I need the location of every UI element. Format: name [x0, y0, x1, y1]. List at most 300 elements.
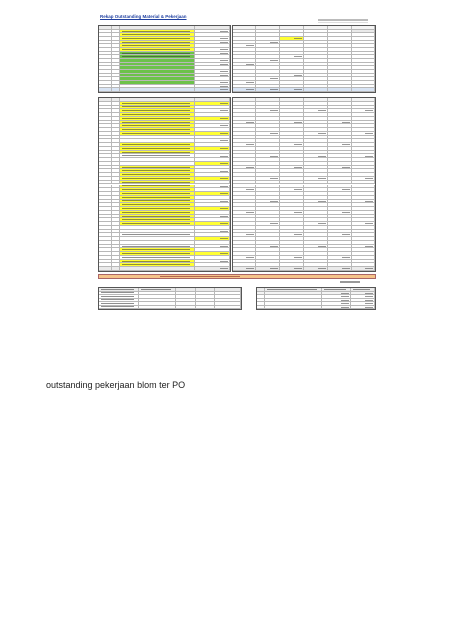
- cell-number-mark: [246, 211, 254, 214]
- tblD-cell: [328, 233, 352, 236]
- tblD-cell: [280, 177, 304, 180]
- tblD-cell: [256, 109, 280, 112]
- tblC-cell: [120, 173, 195, 176]
- tblC-cell: [120, 241, 195, 244]
- tblC-cell: [99, 248, 112, 251]
- cell-text-mark: [122, 53, 190, 54]
- tblC-cell: [120, 136, 195, 139]
- tblC-cell: [195, 230, 230, 233]
- tblF-cell: [257, 295, 265, 298]
- tblC-cell: [99, 169, 112, 172]
- tblA-cell: [99, 55, 112, 58]
- tblD-cell: [304, 151, 328, 154]
- tblB-cell: [233, 26, 256, 29]
- tblC-cell: [99, 185, 112, 188]
- tblA-cell: [195, 26, 230, 29]
- tblE-cell: [196, 306, 216, 309]
- tblC-cell: [195, 124, 230, 127]
- tblC-cell: [120, 196, 195, 199]
- tblD-cell: [233, 98, 256, 101]
- tblC-cell: [120, 128, 195, 131]
- cell-number-mark: [365, 245, 373, 248]
- tblD-cell: [280, 173, 304, 176]
- tblA-cell: [120, 30, 195, 33]
- tblD-cell: [304, 113, 328, 116]
- tblD-cell: [256, 113, 280, 116]
- tblD-cell: [280, 102, 304, 105]
- tblE-cell: [139, 302, 176, 305]
- tblC-cell: [99, 121, 112, 124]
- tblC-cell: [99, 136, 112, 139]
- tblD-cell: [280, 98, 304, 101]
- header-meta: [318, 19, 368, 21]
- tblC-cell: [195, 143, 230, 146]
- tblD-cell: [328, 121, 352, 124]
- cell-text-mark: [122, 170, 190, 171]
- tblD-cell: [352, 169, 375, 172]
- tblD-cell: [280, 192, 304, 195]
- tblB-cell: [256, 77, 280, 80]
- tblD-cell: [256, 132, 280, 135]
- cell-number-mark: [246, 121, 254, 124]
- tblB-cell: [280, 74, 304, 77]
- cell-number-mark: [365, 299, 373, 302]
- cell-text-mark: [122, 45, 190, 46]
- tblD-cell: [280, 117, 304, 120]
- tblD-cell: [328, 203, 352, 206]
- tblC-cell: [195, 166, 230, 169]
- tblB-cell: [352, 77, 375, 80]
- tblD-cell: [233, 124, 256, 127]
- tblC-cell: [99, 237, 112, 240]
- tblC-cell: [120, 177, 195, 180]
- tblA-cell: [112, 77, 120, 80]
- tblD-cell: [352, 263, 375, 266]
- cell-number-mark: [294, 143, 302, 146]
- tblD-cell: [352, 241, 375, 244]
- tblD-cell: [256, 230, 280, 233]
- tblD-cell: [280, 203, 304, 206]
- tblB-cell: [304, 48, 328, 51]
- tblC-cell: [120, 117, 195, 120]
- tblD-cell: [352, 245, 375, 248]
- tblC-cell: [120, 211, 195, 214]
- tblB-cell: [304, 88, 328, 91]
- tblD-cell: [328, 169, 352, 172]
- cell-number-mark: [220, 102, 228, 105]
- cell-text-mark: [267, 289, 317, 290]
- tblD-cell: [233, 192, 256, 195]
- tblC-cell: [195, 188, 230, 191]
- tblD-cell: [233, 132, 256, 135]
- tblB-cell: [304, 77, 328, 80]
- tblA-row: [99, 88, 230, 92]
- tblC-cell: [120, 147, 195, 150]
- tblB-cell: [352, 55, 375, 58]
- tblD-cell: [233, 263, 256, 266]
- tblD-cell: [304, 256, 328, 259]
- tblA-cell: [99, 26, 112, 29]
- tblB-cell: [233, 63, 256, 66]
- tblA-cell: [99, 37, 112, 40]
- tblB-cell: [304, 70, 328, 73]
- cell-number-mark: [220, 147, 228, 150]
- tblC-cell: [99, 222, 112, 225]
- tblA-cell: [112, 81, 120, 84]
- tblF-cell: [322, 295, 352, 298]
- cell-number-mark: [294, 211, 302, 214]
- tblD-cell: [328, 260, 352, 263]
- cell-number-mark: [270, 109, 278, 112]
- tblD-cell: [280, 109, 304, 112]
- tblB-cell: [304, 85, 328, 88]
- tblD-cell: [256, 241, 280, 244]
- tblD-cell: [304, 196, 328, 199]
- tblC-cell: [195, 237, 230, 240]
- tblD-cell: [328, 222, 352, 225]
- tblB-cell: [280, 59, 304, 62]
- tblC-cell: [112, 124, 120, 127]
- tblF-cell: [351, 306, 375, 309]
- cell-number-mark: [220, 230, 228, 233]
- cell-number-mark: [318, 267, 326, 270]
- cell-number-mark: [220, 59, 228, 62]
- tblC-cell: [120, 252, 195, 255]
- tblD-cell: [328, 248, 352, 251]
- tblC-cell: [112, 173, 120, 176]
- tblF-cell: [351, 302, 375, 305]
- cell-number-mark: [341, 299, 349, 302]
- tblD-cell: [233, 106, 256, 109]
- tblC-cell: [120, 143, 195, 146]
- cell-number-mark: [365, 295, 373, 298]
- cell-number-mark: [342, 143, 350, 146]
- tblB-cell: [328, 26, 352, 29]
- tblE-cell: [196, 292, 216, 295]
- tblB-cell: [328, 59, 352, 62]
- tblD-cell: [233, 252, 256, 255]
- tblA-cell: [99, 85, 112, 88]
- tblD-cell: [304, 124, 328, 127]
- tblE-cell: [176, 288, 196, 291]
- tblD-cell: [352, 215, 375, 218]
- tblC-cell: [99, 117, 112, 120]
- tblD-cell: [352, 151, 375, 154]
- tblD-cell: [280, 121, 304, 124]
- tblD-cell: [256, 143, 280, 146]
- cell-number-mark: [220, 215, 228, 218]
- tblA-cell: [99, 48, 112, 51]
- cell-text-mark: [122, 118, 190, 119]
- tblB-cell: [233, 52, 256, 55]
- tblD-cell: [233, 117, 256, 120]
- tblC-cell: [195, 267, 230, 270]
- cell-text-mark: [122, 200, 190, 201]
- tblB-cell: [233, 37, 256, 40]
- cell-number-mark: [246, 166, 254, 169]
- tblD-cell: [280, 136, 304, 139]
- tblD-cell: [352, 113, 375, 116]
- tblD-cell: [280, 226, 304, 229]
- cell-number-mark: [246, 188, 254, 191]
- tblD-cell: [233, 230, 256, 233]
- tblC-cell: [112, 260, 120, 263]
- tblD-cell: [352, 121, 375, 124]
- tblD-cell: [256, 173, 280, 176]
- tblC-cell: [99, 128, 112, 131]
- tblE-cell: [139, 299, 176, 302]
- tblD-cell: [233, 241, 256, 244]
- tblC-cell: [195, 181, 230, 184]
- cell-text-mark: [122, 193, 190, 194]
- tblC-cell: [195, 207, 230, 210]
- cell-text-mark: [122, 125, 190, 126]
- tblE-cell: [215, 302, 241, 305]
- tblD-cell: [233, 233, 256, 236]
- tblB-cell: [256, 63, 280, 66]
- tblD-cell: [304, 154, 328, 157]
- cell-number-mark: [365, 306, 373, 309]
- tblD-cell: [304, 185, 328, 188]
- tblD-cell: [328, 166, 352, 169]
- tblE-cell: [139, 306, 176, 309]
- tblE-cell: [215, 295, 241, 298]
- tblC-cell: [120, 169, 195, 172]
- tblC-cell: [112, 207, 120, 210]
- tblD-cell: [352, 188, 375, 191]
- tblB-cell: [256, 52, 280, 55]
- cell-text-mark: [122, 144, 190, 145]
- tblF-cell: [265, 295, 322, 298]
- tblD-cell: [256, 233, 280, 236]
- sheet-title: Rekap Outstanding Material & Pekerjaan: [100, 14, 187, 19]
- tblA-cell: [195, 88, 230, 91]
- cell-text-mark: [122, 178, 190, 179]
- tblC-cell: [195, 218, 230, 221]
- tblC-cell: [112, 196, 120, 199]
- tblB-cell: [280, 44, 304, 47]
- tblB-cell: [352, 66, 375, 69]
- tblD-cell: [280, 196, 304, 199]
- cell-number-mark: [294, 267, 302, 270]
- tblA-cell: [99, 52, 112, 55]
- cell-text-mark: [101, 299, 134, 300]
- cell-number-mark: [220, 124, 228, 127]
- cell-number-mark: [220, 52, 228, 55]
- tblC-cell: [112, 166, 120, 169]
- tblC-cell: [195, 177, 230, 180]
- tblA-cell: [120, 37, 195, 40]
- tblC-cell: [112, 136, 120, 139]
- tblC-cell: [120, 106, 195, 109]
- tblB-cell: [352, 37, 375, 40]
- tblD-cell: [233, 248, 256, 251]
- monthly-progress-table: [232, 25, 376, 93]
- tblD-cell: [256, 215, 280, 218]
- cell-number-mark: [220, 237, 228, 240]
- tblD-cell: [280, 106, 304, 109]
- tblD-cell: [352, 203, 375, 206]
- tblD-cell: [256, 162, 280, 165]
- tblD-cell: [233, 218, 256, 221]
- cell-text-mark: [122, 246, 190, 247]
- tblA-cell: [112, 85, 120, 88]
- cell-number-mark: [220, 70, 228, 73]
- tblA-cell: [120, 48, 195, 51]
- tblA-cell: [99, 33, 112, 36]
- tblC-cell: [195, 256, 230, 259]
- cell-number-mark: [270, 200, 278, 203]
- tblD-cell: [328, 230, 352, 233]
- cell-text-mark: [122, 103, 190, 104]
- cell-number-mark: [220, 85, 228, 88]
- tblD-cell: [304, 252, 328, 255]
- tblD-cell: [280, 200, 304, 203]
- tblD-cell: [304, 169, 328, 172]
- tblD-cell: [328, 207, 352, 210]
- tblE-cell: [99, 299, 139, 302]
- cell-number-mark: [318, 109, 326, 112]
- tblC-cell: [112, 233, 120, 236]
- cell-text-mark: [122, 122, 190, 123]
- tblD-cell: [256, 263, 280, 266]
- tblC-cell: [195, 98, 230, 101]
- tblC-cell: [112, 252, 120, 255]
- tblD-cell: [328, 263, 352, 266]
- tblB-cell: [352, 88, 375, 91]
- tblA-cell: [120, 74, 195, 77]
- cell-number-mark: [220, 185, 228, 188]
- tblA-cell: [112, 37, 120, 40]
- cell-text-mark: [101, 292, 134, 293]
- tblC-cell: [112, 147, 120, 150]
- tblC-cell: [99, 267, 112, 270]
- tblA-cell: [195, 81, 230, 84]
- tblB-cell: [304, 41, 328, 44]
- tblD-cell: [256, 211, 280, 214]
- tblD-cell: [328, 177, 352, 180]
- tblC-cell: [120, 132, 195, 135]
- tblD-cell: [304, 192, 328, 195]
- tblD-cell: [280, 252, 304, 255]
- cell-number-mark: [294, 37, 302, 40]
- tblA-cell: [112, 41, 120, 44]
- tblA-cell: [195, 41, 230, 44]
- tblC-cell: [99, 218, 112, 221]
- tblA-cell: [99, 63, 112, 66]
- tblB-cell: [233, 48, 256, 51]
- tblD-cell: [256, 121, 280, 124]
- tblF-cell: [257, 292, 265, 295]
- tblD-cell: [256, 151, 280, 154]
- tblD-cell: [352, 260, 375, 263]
- tblD-cell: [304, 98, 328, 101]
- tblB-cell: [280, 52, 304, 55]
- cell-text-mark: [122, 38, 190, 39]
- tblC-cell: [112, 222, 120, 225]
- tblD-cell: [352, 230, 375, 233]
- tblD-cell: [352, 173, 375, 176]
- cell-number-mark: [365, 267, 373, 270]
- tblD-cell: [256, 185, 280, 188]
- tblD-cell: [280, 248, 304, 251]
- tblC-cell: [120, 260, 195, 263]
- tblE-cell: [99, 288, 139, 291]
- tblB-cell: [328, 70, 352, 73]
- tblD-cell: [352, 143, 375, 146]
- cell-number-mark: [341, 295, 349, 298]
- tblD-cell: [352, 154, 375, 157]
- tblB-cell: [328, 44, 352, 47]
- tblA-cell: [195, 44, 230, 47]
- cell-number-mark: [318, 200, 326, 203]
- cell-number-mark: [342, 121, 350, 124]
- tblA-cell: [112, 48, 120, 51]
- tblC-cell: [112, 230, 120, 233]
- tblD-cell: [304, 203, 328, 206]
- cell-number-mark: [270, 59, 278, 62]
- tblF-cell: [322, 288, 352, 291]
- tblB-cell: [328, 37, 352, 40]
- tblD-cell: [328, 124, 352, 127]
- tblD-cell: [233, 121, 256, 124]
- tblD-cell: [233, 226, 256, 229]
- tblD-cell: [256, 177, 280, 180]
- tblC-cell: [195, 139, 230, 142]
- tblB-cell: [256, 48, 280, 51]
- work-cost-table: [232, 97, 376, 272]
- tblD-cell: [233, 151, 256, 154]
- tblB-cell: [256, 74, 280, 77]
- tblC-cell: [195, 215, 230, 218]
- cell-text-mark: [122, 208, 190, 209]
- tblD-cell: [256, 245, 280, 248]
- tblC-cell: [195, 121, 230, 124]
- tblC-cell: [112, 188, 120, 191]
- tblD-cell: [352, 226, 375, 229]
- tblD-cell: [256, 226, 280, 229]
- cell-number-mark: [342, 233, 350, 236]
- cell-number-mark: [246, 256, 254, 259]
- tblB-cell: [280, 37, 304, 40]
- tblC-cell: [195, 185, 230, 188]
- tblC-cell: [99, 113, 112, 116]
- tblF-cell: [351, 299, 375, 302]
- tblB-cell: [352, 33, 375, 36]
- tblD-cell: [233, 267, 256, 270]
- tblA-cell: [99, 81, 112, 84]
- tblE-cell: [196, 299, 216, 302]
- tblD-cell: [304, 233, 328, 236]
- tblA-cell: [195, 63, 230, 66]
- tblC-cell: [120, 151, 195, 154]
- tblD-cell: [328, 226, 352, 229]
- tblC-cell: [120, 181, 195, 184]
- tblD-cell: [304, 162, 328, 165]
- tblC-cell: [120, 121, 195, 124]
- tblD-cell: [233, 113, 256, 116]
- tblE-cell: [215, 288, 241, 291]
- tblC-cell: [120, 218, 195, 221]
- tblD-cell: [256, 158, 280, 161]
- cell-text-mark: [122, 152, 190, 153]
- tblD-cell: [352, 185, 375, 188]
- tblA-cell: [112, 55, 120, 58]
- cell-number-mark: [246, 81, 254, 84]
- tblC-cell: [195, 128, 230, 131]
- cell-number-mark: [294, 55, 302, 58]
- cell-text-mark: [122, 261, 190, 262]
